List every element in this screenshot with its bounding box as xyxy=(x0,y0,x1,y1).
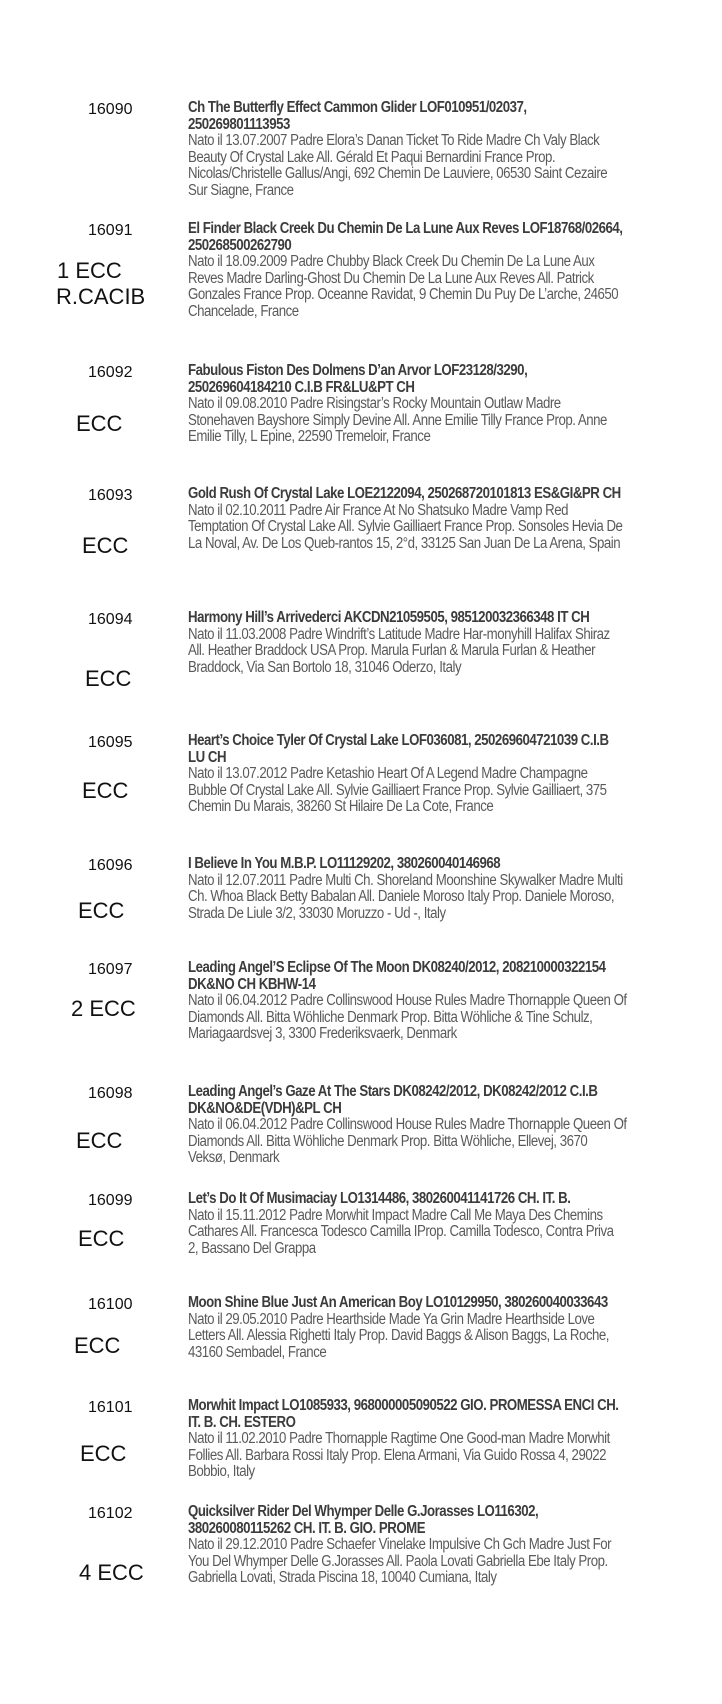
entry-award: ECC xyxy=(76,1128,123,1153)
entry-award: ECC xyxy=(80,1441,127,1466)
entry-title: Morwhit Impact LO1085933, 968000005090522 GIO. PROMESSA ENCI CH. IT. B. CH. ESTERO xyxy=(188,1397,619,1431)
entry-details: Nato il 06.04.2012 Padre Collinswood House Rules Madre Thornapple Queen Of Diamonds All. Bitta Wöhliche Denmark Prop. Bitta Wöhliche & Tine Schulz, Mariagaardsvej 3, 3300 Frederiksvaerk, Denmark xyxy=(188,992,627,1043)
entry-number: 16097 xyxy=(88,961,133,978)
entry-number: 16100 xyxy=(88,1296,133,1313)
entry-number: 16094 xyxy=(88,611,133,628)
entry-number: 16095 xyxy=(88,734,133,751)
entry-text xyxy=(188,1084,627,1167)
entry-title: Let’s Do It Of Musimaciay LO1314486, 380260041141726 CH. IT. B. xyxy=(188,1190,571,1207)
entry-details: Nato il 13.07.2012 Padre Ketashio Heart Of A Legend Madre Champagne Bubble Of Crystal Lake All. Sylvie Gailliaert France Prop. Sylvie Gailliaert, 375 Chemin Du Marais, 38260 St Hilaire De La Cote, France xyxy=(188,765,607,816)
entry-title: Quicksilver Rider Del Whymper Delle G.Jorasses LO116302, 380260080115262 CH. IT. B. GIO. PROME xyxy=(188,1503,539,1537)
entry-title: Gold Rush Of Crystal Lake LOE2122094, 250268720101813 ES&GI&PR CH xyxy=(188,485,621,502)
entry-title: Moon Shine Blue Just An American Boy LO10129950, 380260040033643 xyxy=(188,1294,608,1311)
entry-details: Nato il 29.05.2010 Padre Hearthside Made Ya Grin Madre Hearthside Love Letters All. Alessia Righetti Italy Prop. David Baggs & Alison Baggs, La Roche, 43160 Sembadel, France xyxy=(188,1310,609,1361)
entry-title: Harmony Hill’s Arrivederci AKCDN21059505, 985120032366348 IT CH xyxy=(188,609,590,626)
entry-number: 16101 xyxy=(88,1399,133,1416)
entry-title: El Finder Black Creek Du Chemin De La Lune Aux Reves LOF18768/02664, 250268500262790 xyxy=(188,220,623,254)
entry-details: Nato il 09.08.2010 Padre Risingstar’s Rocky Mountain Outlaw Madre Stonehaven Bayshore Simply Devine All. Anne Emilie Tilly France Prop. Anne Emilie Tilly, L Epine, 22590 Tremeloir, France xyxy=(188,395,607,446)
entry-details: Nato il 29.12.2010 Padre Schaefer Vinelake Impulsive Ch Gch Madre Just For You Del Whymper Delle G.Jorasses All. Paola Lovati Gabriella Ebe Italy Prop. Gabriella Lovati, Strada Piscina 18, 10040 Cumiana, Italy xyxy=(188,1536,612,1587)
entry-award: ECC xyxy=(74,1333,121,1358)
entry-number: 16098 xyxy=(88,1085,133,1102)
entry-award: ECC xyxy=(82,533,129,558)
entry-text xyxy=(188,221,627,321)
entry-details: Nato il 06.04.2012 Padre Collinswood House Rules Madre Thornapple Queen Of Diamonds All. Bitta Wöhliche Denmark Prop. Bitta Wöhliche, Ellevej, 3670 Veksø, Denmark xyxy=(188,1116,627,1167)
entry-text xyxy=(188,100,627,200)
entry-text xyxy=(188,1191,627,1257)
entry-details: Nato il 11.02.2010 Padre Thornapple Ragtime One Good-man Madre Morwhit Follies All. Barbara Rossi Italy Prop. Elena Armani, Via Guido Rossa 4, 29022 Bobbio, Italy xyxy=(188,1430,610,1481)
entry-details: Nato il 11.03.2008 Padre Windrift’s Latitude Madre Har-monyhill Halifax Shiraz All. Heather Braddock USA Prop. Marula Furlan & Marula Furlan & Heather Braddock, Via San Bortolo 18, 31046 Oderzo, Italy xyxy=(188,625,610,676)
entry-text xyxy=(188,1504,627,1587)
entry-title: Leading Angel’s Gaze At The Stars DK08242/2012, DK08242/2012 C.I.B DK&NO&DE(VDH)&PL CH xyxy=(188,1083,598,1117)
entry-text xyxy=(188,363,627,446)
entry-title: I Believe In You M.B.P. LO11129202, 380260040146968 xyxy=(188,855,501,872)
entry-number: 16096 xyxy=(88,857,133,874)
entry-award: ECC xyxy=(76,411,123,436)
entry-title: Fabulous Fiston Des Dolmens D’an Arvor LOF23128/3290, 250269604184210 C.I.B FR&LU&PT CH xyxy=(188,362,528,396)
entry-text xyxy=(188,1295,627,1361)
entry-award: 4 ECC xyxy=(79,1560,144,1585)
entry-details: Nato il 13.07.2007 Padre Elora’s Danan Ticket To Ride Madre Ch Valy Black Beauty Of Crystal Lake All. Gérald Et Paqui Bernardini France Prop. Nicolas/Christelle Gallus/Angi, 692 Chemin De Lauviere, 06530 Saint Cezaire Sur Siagne, France xyxy=(188,132,608,199)
entry-text xyxy=(188,856,627,922)
entry-title: Heart’s Choice Tyler Of Crystal Lake LOF036081, 250269604721039 C.I.B LU CH xyxy=(188,732,609,766)
entry-award: ECC xyxy=(85,666,132,691)
entry-number: 16093 xyxy=(88,487,133,504)
entry-award-secondary: R.CACIB xyxy=(56,284,146,309)
entry-award: 1 ECC xyxy=(57,258,122,283)
entry-award: ECC xyxy=(82,778,129,803)
entry-text xyxy=(188,610,627,676)
entry-title: Leading Angel’S Eclipse Of The Moon DK08240/2012, 208210000322154 DK&NO CH KBHW-14 xyxy=(188,959,606,993)
entry-number: 16090 xyxy=(88,101,133,118)
entry-details: Nato il 12.07.2011 Padre Multi Ch. Shoreland Moonshine Skywalker Madre Multi Ch. Whoa Black Betty Babalan All. Daniele Moroso Italy Prop. Daniele Moroso, Strada De Liule 3/2, 33030 Moruzzo - Ud -, Italy xyxy=(188,871,623,922)
entry-number: 16092 xyxy=(88,364,133,381)
entry-text xyxy=(188,1398,627,1481)
entry-details: Nato il 15.11.2012 Padre Morwhit Impact Madre Call Me Maya Des Chemins Cathares All. Francesca Todesco Camilla IProp. Camilla Todesco, Contra Priva 2, Bassano Del Grappa xyxy=(188,1206,614,1257)
entry-number: 16091 xyxy=(88,222,133,239)
entry-award: ECC xyxy=(78,1226,125,1251)
entry-text xyxy=(188,960,627,1043)
entry-award: ECC xyxy=(78,898,125,923)
entry-title: Ch The Butterfly Effect Cammon Glider LOF010951/02037, 250269801113953 xyxy=(188,99,527,133)
entry-text xyxy=(188,486,627,552)
entry-details: Nato il 02.10.2011 Padre Air France At No Shatsuko Madre Vamp Red Temptation Of Crystal Lake All. Sylvie Gailliaert France Prop. Sonsoles Hevia De La Noval, Av. De Los Queb-rantos 15, 2°d, 33125 San Juan De La Arena, Spain xyxy=(188,501,623,552)
entry-text xyxy=(188,733,627,816)
entry-details: Nato il 18.09.2009 Padre Chubby Black Creek Du Chemin De La Lune Aux Reves Madre Darling-Ghost Du Chemin De La Lune Aux Reves All. Patrick Gonzales France Prop. Oceanne Ravidat, 9 Chemin Du Puy De L’arche, 24650 Chancelade, France xyxy=(188,253,619,320)
entry-number: 16099 xyxy=(88,1192,133,1209)
entry-number: 16102 xyxy=(88,1505,133,1522)
entry-award: 2 ECC xyxy=(71,996,136,1021)
